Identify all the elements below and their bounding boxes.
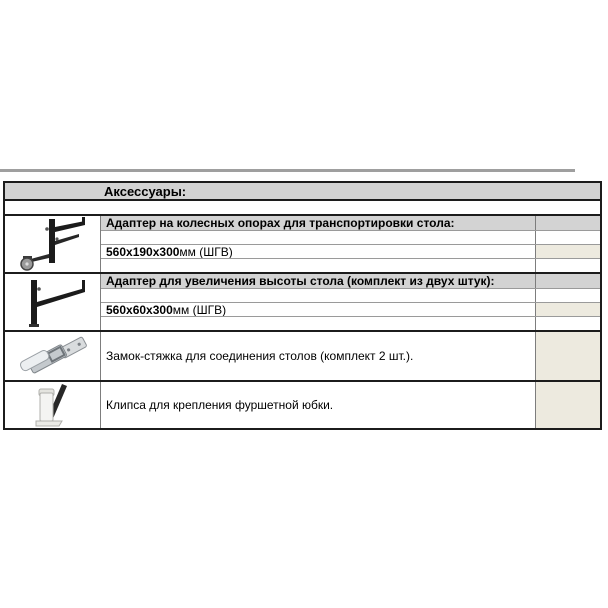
product-image-cell xyxy=(5,274,101,330)
section-rows xyxy=(101,332,600,380)
section-toggle-latch xyxy=(5,332,600,382)
product-description: Клипса для крепления фуршетной юбки. xyxy=(106,398,334,412)
product-header-row xyxy=(101,274,600,289)
dimension-unit: мм (ШГВ) xyxy=(179,245,233,258)
accessories-table xyxy=(3,181,602,430)
section-caster-adapter xyxy=(5,216,600,274)
toggle-latch-image xyxy=(12,333,94,379)
product-header-text: Адаптер на колесных опорах для транспортировки стола: xyxy=(106,216,455,230)
dimension-value: 560x190x300 xyxy=(106,245,180,258)
section-rows xyxy=(101,274,600,330)
empty-row xyxy=(101,259,600,272)
table-title: Аксессуары: xyxy=(104,183,187,199)
empty-row xyxy=(101,317,600,330)
price-cell xyxy=(535,231,600,244)
product-image-cell xyxy=(5,332,101,380)
product-header-text: Адаптер для увеличения высоты стола (комплект из двух штук): xyxy=(106,274,495,288)
price-cell xyxy=(535,216,600,230)
price-cell-highlight xyxy=(535,382,600,428)
product-image-cell xyxy=(5,382,101,428)
dimension-row xyxy=(101,303,600,317)
dimension-value: 560x60x300 xyxy=(106,303,173,316)
horizontal-rule xyxy=(0,169,575,172)
section-height-adapter xyxy=(5,274,600,332)
price-cell-highlight xyxy=(535,303,600,316)
caster-adapter-image xyxy=(13,217,93,271)
dimension-unit: мм (ШГВ) xyxy=(172,303,227,316)
empty-row xyxy=(101,289,600,303)
dimension-row xyxy=(101,245,600,259)
height-adapter-image xyxy=(13,276,93,328)
skirt-clip-image xyxy=(28,383,78,427)
price-cell xyxy=(535,259,600,272)
empty-row xyxy=(101,231,600,245)
price-cell xyxy=(535,274,600,288)
empty-row xyxy=(5,201,600,216)
price-cell xyxy=(535,317,600,330)
section-rows xyxy=(101,382,600,428)
price-cell-highlight xyxy=(535,332,600,380)
table-title-row xyxy=(5,183,600,201)
section-rows xyxy=(101,216,600,272)
product-description: Замок-стяжка для соединения столов (комплект 2 шт.). xyxy=(106,349,414,363)
price-cell xyxy=(535,289,600,302)
price-cell-highlight xyxy=(535,245,600,258)
section-skirt-clip xyxy=(5,382,600,428)
product-image-cell xyxy=(5,216,101,272)
product-header-row xyxy=(101,216,600,231)
